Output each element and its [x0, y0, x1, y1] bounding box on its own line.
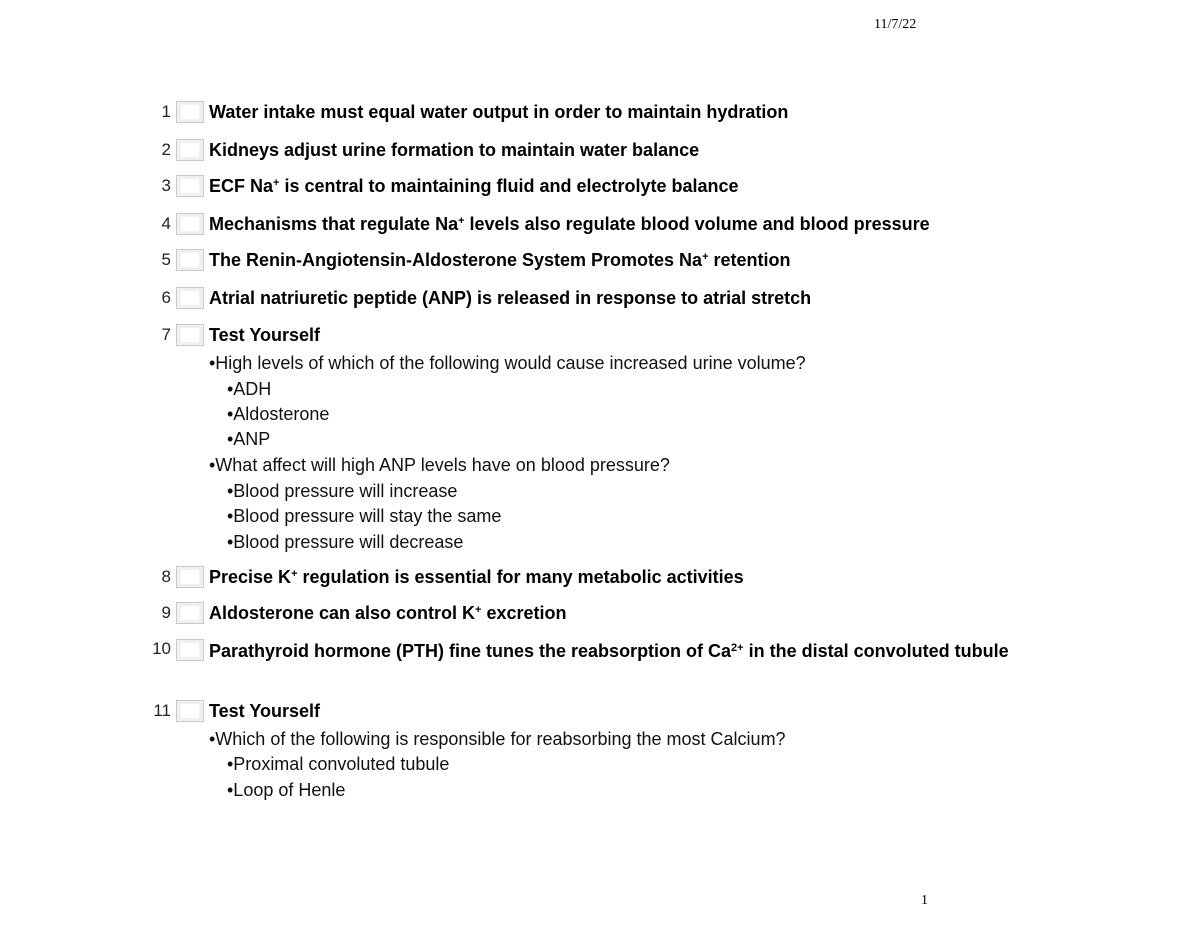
- bullet-answer: •ANP: [227, 429, 271, 449]
- slide-thumbnail[interactable]: [176, 249, 204, 271]
- slide-title: [209, 249, 1059, 272]
- slide-title: [209, 175, 1059, 198]
- slide-number: 5: [161, 250, 171, 269]
- slide-number: 9: [161, 603, 171, 622]
- bullet-question: •Which of the following is responsible for reabsorbing the most Calcium?: [209, 729, 786, 749]
- bullet-question: •What affect will high ANP levels have on blood pressure?: [209, 455, 670, 475]
- slide-thumbnail[interactable]: [176, 101, 204, 123]
- title-text: The Renin-Angiotensin-Aldosterone System Promotes Na: [209, 250, 703, 270]
- slide-number: 4: [161, 214, 171, 233]
- title-text: Aldosterone can also control K: [209, 603, 476, 623]
- superscript: +: [458, 215, 465, 227]
- title-text: Precise K: [209, 567, 292, 587]
- slide-number: 8: [161, 567, 171, 586]
- slide-thumbnail[interactable]: [176, 566, 204, 588]
- superscript: 2+: [731, 642, 744, 654]
- title-text: Parathyroid hormone (PTH) fine tunes the reabsorption of Ca: [209, 641, 732, 661]
- slide-thumbnail[interactable]: [176, 139, 204, 161]
- title-text: Mechanisms that regulate Na: [209, 214, 459, 234]
- bullet-answer: •Loop of Henle: [227, 780, 346, 800]
- title-text: excretion: [481, 603, 567, 623]
- title-text: retention: [708, 250, 791, 270]
- title-text: is central to maintaining fluid and electrolyte balance: [279, 176, 739, 196]
- bullet-answer: •Blood pressure will decrease: [227, 532, 464, 552]
- slide-thumbnail[interactable]: [176, 602, 204, 624]
- page-number: 1: [921, 893, 928, 908]
- bullet-answer: •ADH: [227, 379, 272, 399]
- slide-thumbnail[interactable]: [176, 700, 204, 722]
- slide-title: [209, 566, 1059, 589]
- superscript: +: [273, 177, 280, 189]
- slide-number: 1: [161, 102, 171, 121]
- bullet-answer: •Aldosterone: [227, 404, 330, 424]
- slide-title: [209, 640, 1059, 663]
- title-text: levels also regulate blood volume and blood pressure: [464, 214, 930, 234]
- slide-title: Test Yourself: [209, 701, 321, 721]
- bullet-question: •High levels of which of the following would cause increased urine volume?: [209, 353, 806, 373]
- slide-title: [209, 602, 1059, 625]
- bullet-answer: •Blood pressure will stay the same: [227, 506, 502, 526]
- superscript: +: [291, 568, 298, 580]
- slide-title: Test Yourself: [209, 325, 321, 345]
- bullet-answer: •Proximal convoluted tubule: [227, 754, 450, 774]
- bullet-answer: •Blood pressure will increase: [227, 481, 458, 501]
- title-text: regulation is essential for many metabolic activities: [297, 567, 744, 587]
- slide-number: 2: [161, 140, 171, 159]
- slide-title: Atrial natriuretic peptide (ANP) is released in response to atrial stretch: [209, 288, 812, 308]
- slide-thumbnail[interactable]: [176, 324, 204, 346]
- title-text: ECF Na: [209, 176, 274, 196]
- slide-thumbnail[interactable]: [176, 175, 204, 197]
- title-text: in the distal convoluted tubule: [743, 641, 1009, 661]
- superscript: +: [475, 604, 482, 616]
- slide-thumbnail[interactable]: [176, 639, 204, 661]
- slide-thumbnail[interactable]: [176, 287, 204, 309]
- slide-number: 7: [161, 325, 171, 344]
- slide-number: 3: [161, 176, 171, 195]
- print-date: 11/7/22: [874, 17, 917, 32]
- slide-title: Water intake must equal water output in order to maintain hydration: [209, 102, 789, 122]
- superscript: +: [702, 251, 709, 263]
- slide-title: Kidneys adjust urine formation to maintain water balance: [209, 140, 700, 160]
- slide-title: [209, 213, 1059, 236]
- slide-number: 6: [161, 288, 171, 307]
- slide-number: 10: [152, 639, 171, 658]
- slide-number: 11: [153, 701, 171, 720]
- slide-thumbnail[interactable]: [176, 213, 204, 235]
